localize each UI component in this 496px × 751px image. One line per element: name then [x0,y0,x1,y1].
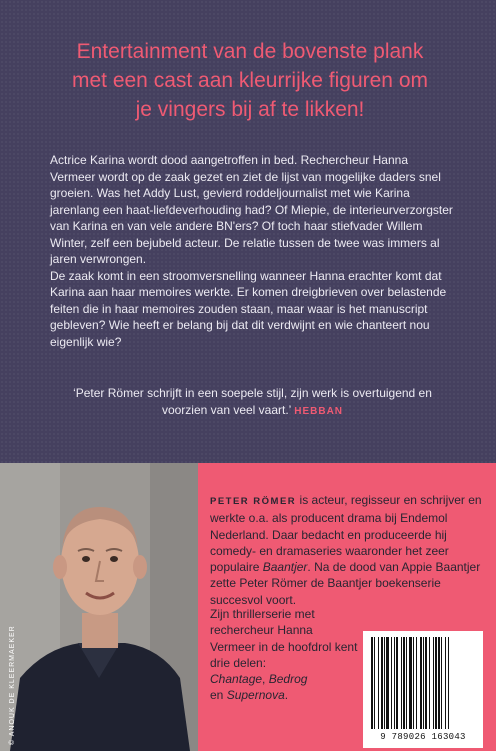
bio-after-show: . Na de dood van Appie Baantjer zette Peter Römer de Baantjer boekenserie succesvol voort. [210,560,481,607]
barcode-bar [396,637,398,729]
synopsis [50,152,455,350]
book-title-3: Supernova [226,688,285,703]
photo-credit: © ANOUK DE KLEERMAEKER [9,625,16,745]
barcode-bar [378,637,379,729]
barcode-bar [425,637,427,729]
book-title-1: Chantage [210,672,263,687]
author-series: Zijn thrillerserie met rechercheur Hanna Vermeer in de hoofdrol kent drie delen: Chantage, Bedrog en Supernova. [210,607,358,703]
series-end: . [284,688,289,703]
bio-intro: is acteur, regisseur en schrijver en werkte o.a. als producent drama bij Endemol Nederland. Daar bedacht en produceerde hij comedy- en dramaseries waaronder het zeer populaire [210,493,482,575]
barcode-bar [394,637,395,729]
book-title-2: Bedrog [268,672,308,687]
review-quote [50,385,455,420]
cover-bottom-panel [0,463,496,751]
barcode-bar [374,637,375,729]
barcode-bar [448,637,449,729]
barcode-bar [386,637,389,729]
barcode-bar [420,637,422,729]
barcode-bars [369,637,477,729]
barcode-bar [433,637,434,729]
barcode-bar [371,637,373,729]
barcode-bar [435,637,437,729]
tagline-line-3: je vingers bij af te likken! [135,98,365,121]
barcode-bar [438,637,440,729]
barcode-bar [416,637,417,729]
author-portrait-image [0,463,198,751]
barcode-bar [409,637,412,729]
author-bio [210,492,482,608]
synopsis-paragraph-2: De zaak komt in een stroomversnelling wanneer Hanna erachter komt dat Karina aan haar memoires werkte. Er komen dreigbrieven over belastende feiten die in haar memoires zouden staan, maar waar is het manuscript gebleven? Wie heeft er belang bij dat dit verdwijnt en wie chanteert nou eigenlijk wie? [50,268,447,349]
quote-source: HEBBAN [294,405,344,417]
author-name: PETER RÖMER [210,496,297,507]
tagline [40,37,460,124]
barcode-digits: 9 789026 163043 [380,732,466,742]
barcode-bar [406,637,407,729]
author-photo [0,463,198,751]
barcode-bar [413,637,414,729]
series-conj: en [210,688,224,703]
barcode-bar [445,637,446,729]
barcode-bar [423,637,424,729]
barcode-bar [429,637,430,729]
quote-text: ‘Peter Römer schrijft in een soepele stijl, zijn werk is overtuigend en voorzien van veel vaart.’ [73,386,432,417]
barcode-bar [384,637,385,729]
barcode-bar [391,637,392,729]
synopsis-paragraph-1: Actrice Karina wordt dood aangetroffen in bed. Rechercheur Hanna Vermeer wordt op de zaak gezet en ziet de lijst van mogelijke daders snel groeien. Was het Addy Lust, gevierd roddeljournalist met wie Karina jarenlang een haat-liefdeverhouding had? Of Miepie, de interieurverzorgster van Karina en van vele andere BN'ers? Of toch haar stiefvader Willem Winter, zelf een bejubeld acteur. De relatie tussen de twee was immers al jaren verwrongen. [50,153,453,266]
barcode-bar [401,637,402,729]
barcode [363,631,483,748]
barcode-bar [441,637,442,729]
series-intro: Zijn thrillerserie met rechercheur Hanna Vermeer in de hoofdrol kent drie delen: [210,607,358,670]
barcode-bar [381,637,383,729]
bio-show-title: Baantjer [262,560,308,575]
tagline-line-1: Entertainment van de bovenste plank [76,40,424,63]
barcode-bar [403,637,405,729]
tagline-line-2: met een cast aan kleurrijke figuren om [71,69,428,92]
